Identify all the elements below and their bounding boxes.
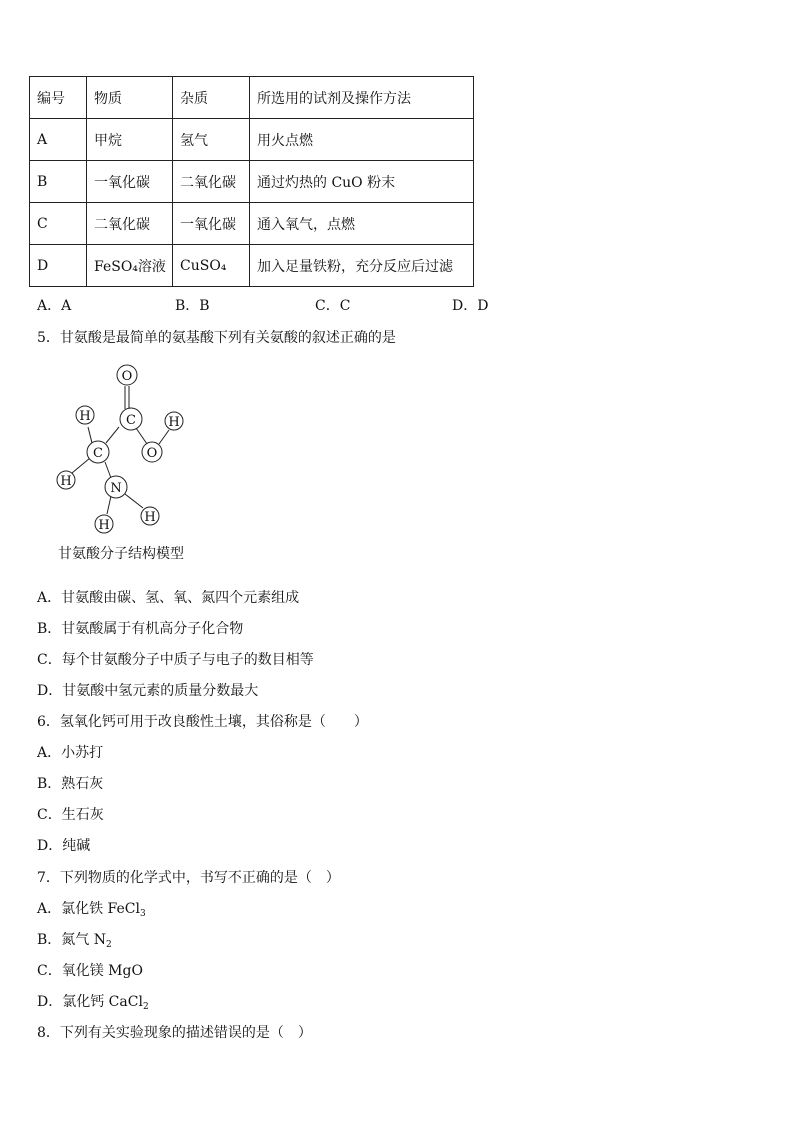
q6-option-b[interactable]: B．熟石灰 [37,776,104,792]
q8-stem: 8．下列有关实验现象的描述错误的是（ ） [37,1025,312,1041]
option-text: D．氯化钙 CaCl [37,994,143,1010]
figure-caption: 甘氨酸分子结构模型 [58,546,184,562]
atom-label: O [121,369,133,384]
q6-stem: 6．氢氧化钙可用于改良酸性土壤，其俗称是（ ） [37,714,368,730]
table-cell: 一氧化碳 [173,203,250,245]
table-cell: CuSO₄ [173,245,250,287]
table-cell: 通入氧气，点燃 [250,203,474,245]
table-cell: B [30,161,87,203]
table-cell: 通过灼热的 CuO 粉末 [250,161,474,203]
table-header-cell: 物质 [87,77,173,119]
q4-options [0,295,794,313]
q6-option-a[interactable]: A．小苏打 [37,745,104,761]
table-cell: 氢气 [173,119,250,161]
q4-table [29,76,474,287]
table-row [30,203,474,245]
q7-option-b[interactable] [37,929,112,950]
q4-option-d[interactable]: D．D [452,298,489,314]
subscript: 3 [139,909,146,919]
table-cell: 甲烷 [87,119,173,161]
glycine-structure-diagram [50,360,200,540]
table-cell: D [30,245,87,287]
atom-label: H [98,518,110,533]
q5-option-a[interactable]: A．甘氨酸由碳、氢、氧、氮四个元素组成 [37,590,300,606]
atom-label: H [168,415,180,430]
subscript: 2 [106,940,112,950]
table-cell: 加入足量铁粉，充分反应后过滤 [250,245,474,287]
q5-stem: 5．甘氨酸是最简单的氨基酸下列有关氨酸的叙述正确的是 [37,330,396,346]
table-header-cell: 编号 [30,77,87,119]
table-row [30,245,474,287]
table-cell: 二氧化碳 [87,203,173,245]
option-text: B．氮气 N [37,932,106,948]
subscript: 2 [142,1002,149,1012]
table-cell: A [30,119,87,161]
table-header-row [30,77,474,119]
table-cell: C [30,203,87,245]
atom-label: C [93,446,103,461]
atom-label: H [79,409,91,424]
q6-option-c[interactable]: C．生石灰 [37,807,104,823]
q7-stem: 7．下列物质的化学式中，书写不正确的是（ ） [37,870,340,886]
atom-label: N [110,481,122,496]
q6-option-d[interactable]: D．纯碱 [37,838,91,854]
option-text: A．氯化铁 FeCl [37,901,140,917]
table-header-cell: 杂质 [173,77,250,119]
table-row [30,161,474,203]
atom-label: H [144,510,156,525]
q5-option-c[interactable]: C．每个甘氨酸分子中质子与电子的数目相等 [37,652,314,668]
table-row [30,119,474,161]
q7-option-c[interactable] [37,960,143,980]
q7-option-a[interactable] [37,898,146,919]
atom-label: C [126,413,136,428]
atom-label: O [146,446,158,461]
table-cell: 一氧化碳 [87,161,173,203]
q7-option-d[interactable] [37,991,149,1012]
table-cell: 二氧化碳 [173,161,250,203]
table-header-cell: 所选用的试剂及操作方法 [250,77,474,119]
q5-option-d[interactable]: D．甘氨酸中氢元素的质量分数最大 [37,683,259,699]
option-text: C．氧化镁 MgO [37,963,143,979]
atom-label: H [60,474,72,489]
q4-option-b[interactable]: B．B [175,298,210,314]
table-cell: FeSO₄溶液 [87,245,173,287]
q5-option-b[interactable]: B．甘氨酸属于有机高分子化合物 [37,621,244,637]
q4-option-c[interactable]: C．C [315,298,351,314]
table-cell: 用火点燃 [250,119,474,161]
q4-option-a[interactable]: A．A [37,298,72,314]
